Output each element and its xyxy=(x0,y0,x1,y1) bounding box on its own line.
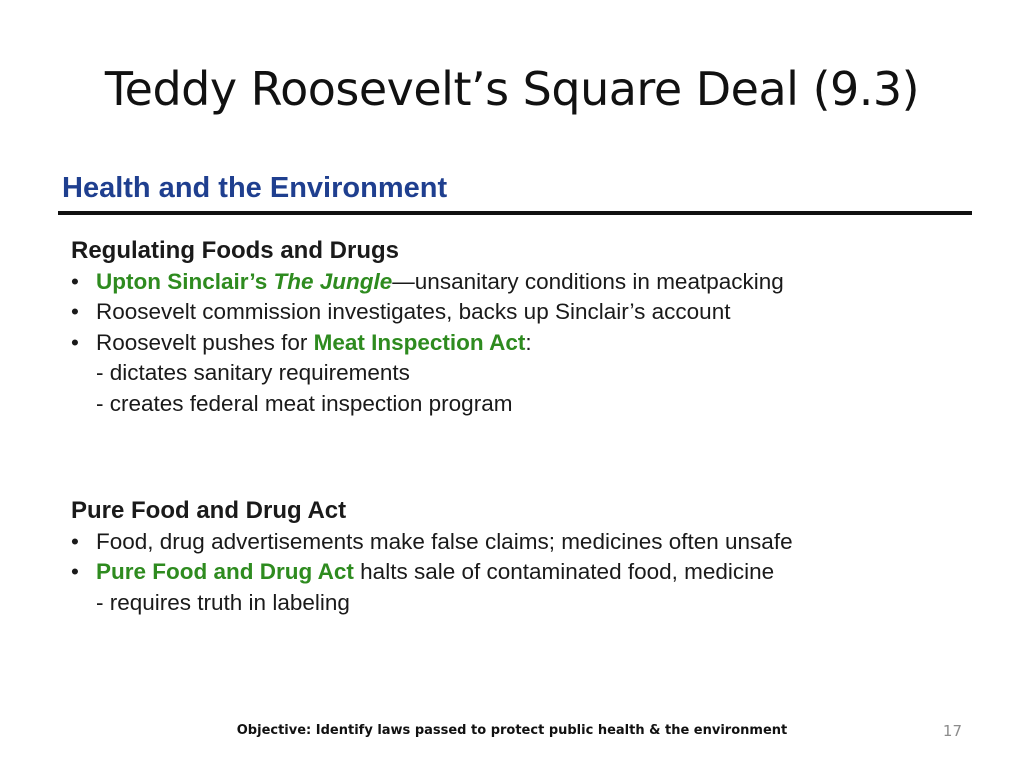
heading-divider xyxy=(58,211,972,215)
slide-number: 17 xyxy=(942,722,962,740)
list-item-text: Food, drug advertisements make false claims; medicines often unsafe xyxy=(96,528,793,554)
sub-item: - dictates sanitary requirements xyxy=(96,360,410,385)
book-title: The Jungle xyxy=(273,268,393,294)
list-item xyxy=(71,267,784,298)
list-item xyxy=(71,328,784,359)
slide-title: Teddy Roosevelt’s Square Deal (9.3) xyxy=(104,62,920,116)
list-item-text: —unsanitary conditions in meatpacking xyxy=(392,268,784,294)
pure-food-section xyxy=(71,496,793,618)
sub-item: - creates federal meat inspection program xyxy=(96,390,513,416)
bullet-icon: • xyxy=(71,268,79,294)
highlight-text: Pure Food and Drug Act xyxy=(96,559,354,584)
bullet-icon: • xyxy=(71,559,79,584)
sub-item: - requires truth in labeling xyxy=(96,589,350,615)
highlight-text: Upton Sinclair’s xyxy=(96,268,274,294)
bullet-icon: • xyxy=(71,528,79,554)
regulating-foods-section xyxy=(71,236,784,419)
section-heading: Health and the Environment xyxy=(62,172,448,204)
bullet-icon: • xyxy=(71,329,79,355)
list-item xyxy=(71,527,793,558)
footer-objective: Objective: Identify laws passed to protect public health & the environment xyxy=(236,723,788,738)
list-item-text: Roosevelt commission investigates, backs up Sinclair’s account xyxy=(96,299,731,324)
regulating-foods-heading: Regulating Foods and Drugs xyxy=(71,237,399,264)
list-item xyxy=(71,297,784,328)
list-item-text: halts sale of contaminated food, medicine xyxy=(353,559,775,584)
list-item-text: Roosevelt pushes for xyxy=(96,329,314,355)
pure-food-heading: Pure Food and Drug Act xyxy=(71,497,347,524)
highlight-text: Meat Inspection Act xyxy=(313,329,526,355)
list-item-text: : xyxy=(525,329,532,355)
bullet-icon: • xyxy=(71,299,79,324)
list-item xyxy=(71,557,793,588)
